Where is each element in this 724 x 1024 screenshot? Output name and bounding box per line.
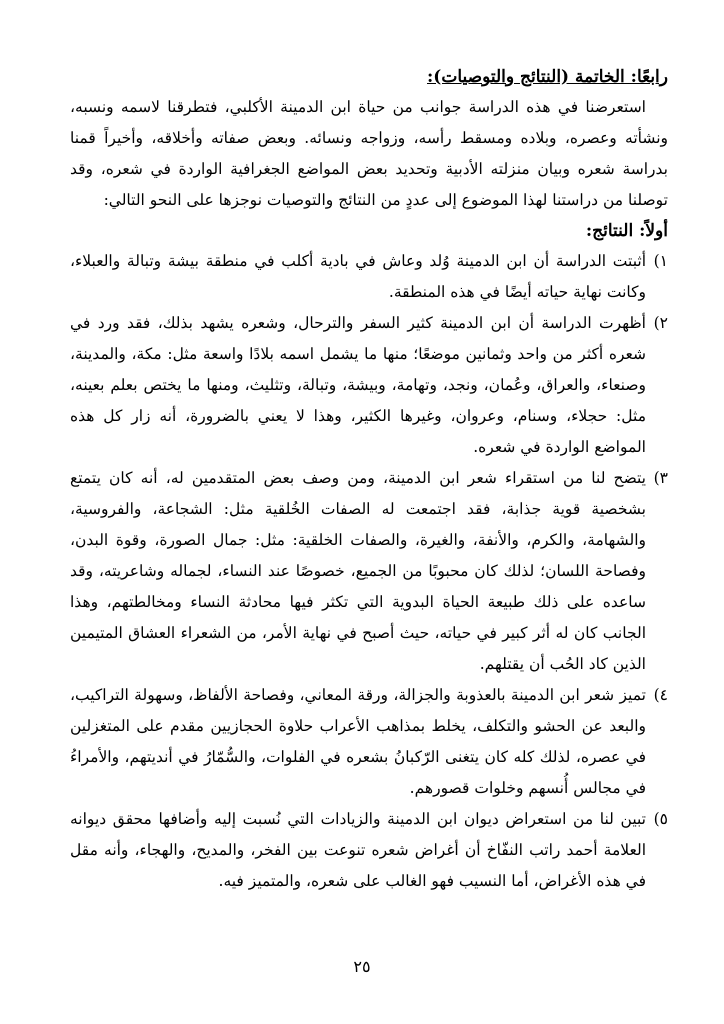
list-item-text: يتضح لنا من استقراء شعر ابن الدمينة، ومن وصف بعض المتقدمين له، أنه كان يتمتع بشخصية قوية جذابة، فقد اجتمعت له الصفات الخُلقية مثل: الشجاعة، والفروسية، والشهامة، والكرم، والأنفة، والغيرة، والصفات الخلقية: مثل: جمال الصورة، وقوة البدن، وفصاحة اللسان؛ لذلك كان محبوبًا من الجميع، خصوصًا عند النساء، لجماله وشاعريته، وقد ساعده على ذلك طبيعة الحياة البدوية التي تكثر فيها محادثة النساء ومخالطتهم، وهذا الجانب كان له أثر كبير في حياته، حيث أصبح في نهاية الأمر، من الشعراء العشاق المتيمين الذين كاد الحُب أن يقتلهم. — [70, 469, 646, 673]
list-item-number: ٥) — [653, 810, 668, 828]
results-title: أولاً: النتائج: — [585, 221, 668, 241]
list-item — [70, 804, 668, 897]
list-item-text: أثبتت الدراسة أن ابن الدمينة وُلد وعاش في بادية أكلب في منطقة بيشة وتبالة والعبلاء، وكانت نهاية حياته أيضًا في هذه المنطقة. — [70, 252, 646, 301]
list-item-text: أظهرت الدراسة أن ابن الدمينة كثير السفر والترحال، وشعره يشهد بذلك، فقد ورد في شعره أكثر من واحد وثمانين موضعًا؛ منها ما يشمل اسمه بلادًا واسعة مثل: مكة، والمدينة، وصنعاء، والعراق، وعُمان، ونجد، وتهامة، وبيشة، وتبالة، وتثليث، ومنها ما يختص بعلم بعينه، مثل: حجلاء، وسنام، وعروان، وغيرها الكثير، وهذا لا يعني بالضرورة، أنه زار كل هذه المواضع الواردة في شعره. — [70, 314, 646, 456]
intro-paragraph: استعرضنا في هذه الدراسة جوانب من حياة ابن الدمينة الأكلبي، فتطرقنا لاسمه ونسبه، ونشأته وعصره، وبلاده ومسقط رأسه، وزواجه ونسائه. وبعض صفاته وأخلاقه، وأخيراً قمنا بدراسة شعره وبيان منزلته الأدبية وتحديد بعض المواضع الجغرافية الواردة في شعره، وقد توصلنا من دراستنا لهذا الموضوع إلى عددٍ من النتائج والتوصيات نوجزها على النحو التالي: — [70, 98, 668, 209]
list-item-number: ٤) — [653, 686, 668, 704]
list-item-text: تميز شعر ابن الدمينة بالعذوبة والجزالة، ورقة المعاني، وفصاحة الألفاظ، وسهولة التراكيب، والبعد عن الحشو والتكلف، يخلط بمذاهب الأعراب حلاوة الحجازيين مقدم على المتغزلين في عصره، لذلك كله كان يتغنى الرّكبانُ بشعره في الفلوات، والسُّمّارُ في أنديتهم، والأمراءُ في مجالس أُنسهم وخلوات قصورهم. — [70, 686, 646, 797]
list-item — [70, 463, 668, 680]
list-item-number: ٣) — [653, 469, 668, 487]
document-page — [70, 62, 668, 897]
list-item — [70, 246, 668, 308]
list-item-text: تبين لنا من استعراض ديوان ابن الدمينة والزيادات التي نُسبت إليه وأضافها محقق ديوانه العلامة أحمد راتب النفّاخ أن أغراض شعره تنوعت بين الفخر، والمديح، والهجاء، وأنه مقل في هذه الأغراض، أما النسيب فهو الغالب على شعره، والمتميز فيه. — [70, 810, 646, 890]
list-item-number: ٢) — [653, 314, 668, 332]
section-title: رابعًا: الخاتمة (النتائج والتوصيات): — [427, 67, 668, 87]
list-item-number: ١) — [653, 252, 668, 270]
page-number: ٢٥ — [353, 957, 371, 976]
list-item — [70, 308, 668, 463]
list-item — [70, 680, 668, 804]
results-list — [70, 246, 668, 897]
